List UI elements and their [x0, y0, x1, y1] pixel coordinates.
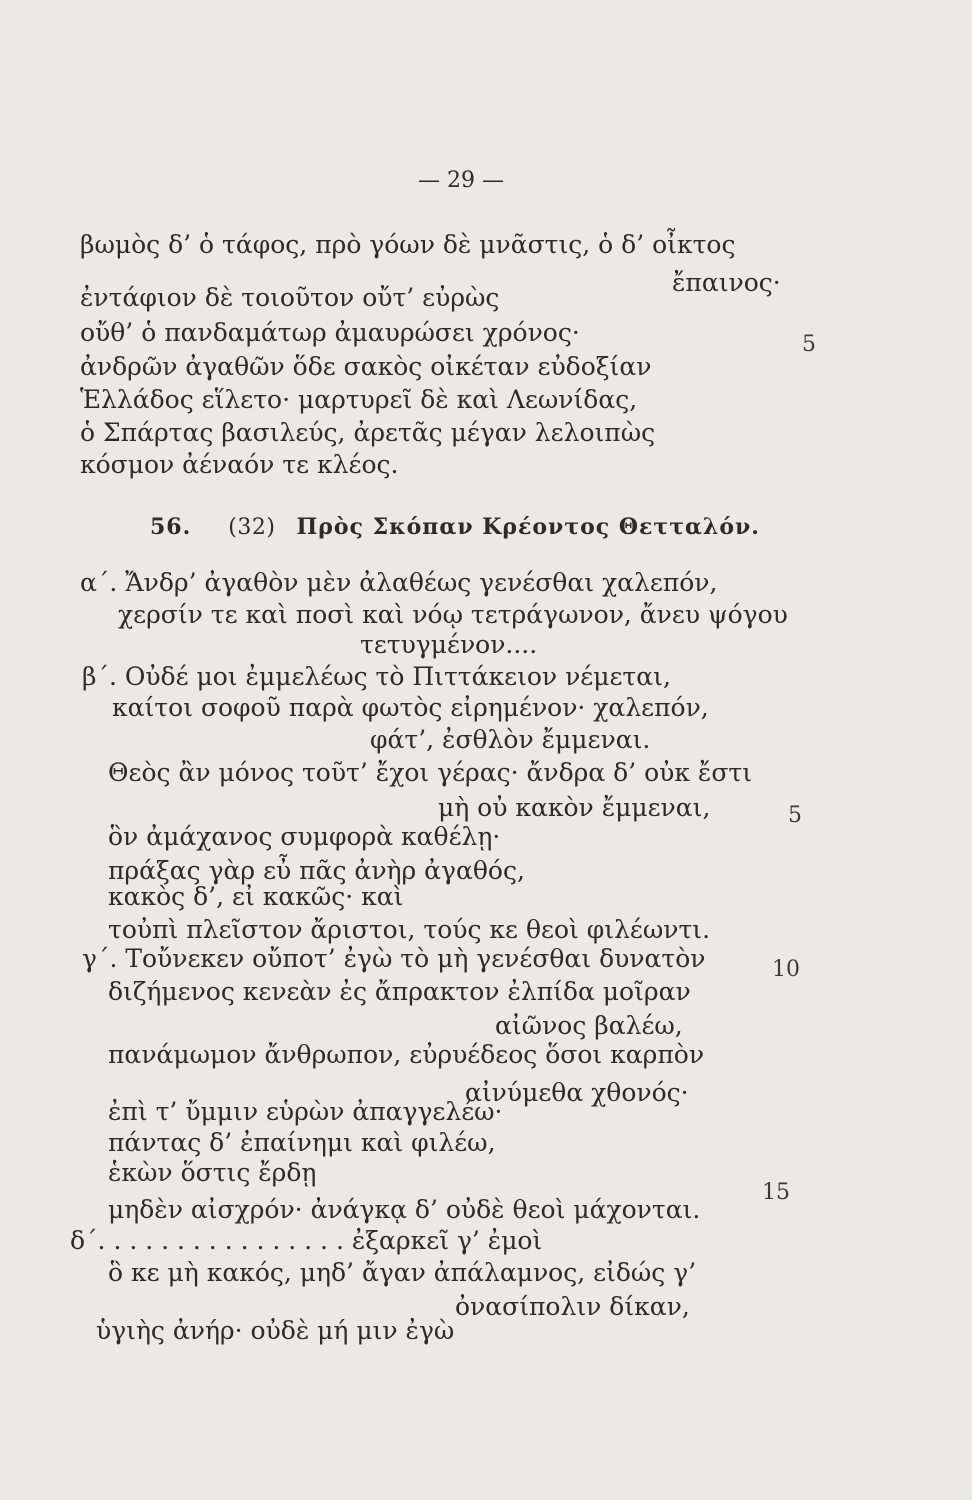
poem-line: Θεὸς ἂν μόνος τοῦτ’ ἔχοι γέρας· ἄνδρα δ’ οὐκ ἔστι — [108, 758, 753, 787]
text-line: ἀνδρῶν ἀγαθῶν ὅδε σακὸς οἰκέταν εὐδοξίαν — [80, 352, 652, 381]
line-number: 15 — [762, 1180, 790, 1205]
line-number: 5 — [788, 803, 802, 828]
poem-line: αἰῶνος βαλέω, — [495, 1011, 683, 1040]
poem-ref: (32) — [228, 515, 276, 540]
text-line: βωμὸς δ’ ὁ τάφος, πρὸ γόων δὲ μνᾶστις, ὁ δ’ οἶκτος — [80, 230, 736, 259]
poem-line: τοὐπὶ πλεῖστον ἄριστοι, τούς κε θεοὶ φιλέωντι. — [108, 915, 711, 944]
poem-line: πανάμωμον ἄνθρωπον, εὐρυέδεος ὅσοι καρπὸν — [108, 1040, 705, 1069]
poem-line: αἰνύμεθα χθονός· — [465, 1078, 689, 1107]
poem-line: ἑκὼν ὅστις ἔρδῃ — [108, 1158, 317, 1187]
poem-line: κακὸς δ’, εἰ κακῶς· καὶ — [108, 882, 404, 911]
line-number: 5 — [802, 332, 816, 357]
poem-line: ὑγιὴς ἀνήρ· οὐδὲ μή μιν ἐγὼ — [96, 1316, 455, 1345]
text-line: Ἑλλάδος εἵλετο· μαρτυρεῖ δὲ καὶ Λεωνίδας, — [80, 385, 638, 414]
poem-number: 56. — [150, 514, 192, 540]
poem-line: ὀνασίπολιν δίκαν, — [455, 1292, 690, 1321]
text-line: ἔπαινος· — [672, 268, 781, 297]
poem-line: χερσίν τε καὶ ποσὶ καὶ νόῳ τετράγωνον, ἄνευ ψόγου — [118, 600, 788, 629]
poem-line: ὃ κε μὴ κακός, μηδ’ ἄγαν ἀπάλαμνος, εἰδώς γ’ — [108, 1258, 697, 1287]
line-number: 10 — [772, 957, 800, 982]
text-line: οὔθ’ ὁ πανδαμάτωρ ἀμαυρώσει χρόνος· — [80, 318, 580, 347]
poem-line: διζήμενος κενεὰν ἐς ἄπρακτον ἐλπίδα μοῖραν — [108, 977, 691, 1006]
poem-line: τετυγμένον.... — [360, 630, 538, 659]
poem-line: καίτοι σοφοῦ παρὰ φωτὸς εἰρημένον· χαλεπόν, — [112, 693, 709, 722]
poem-line: πάντας δ’ ἐπαίνημι καὶ φιλέω, — [108, 1128, 496, 1157]
poem-line: μὴ οὐ κακὸν ἔμμεναι, — [438, 793, 711, 822]
text-line: ἐντάφιον δὲ τοιοῦτον οὔτ’ εὐρὼς — [80, 283, 500, 312]
poem-line: πράξας γὰρ εὖ πᾶς ἀνὴρ ἀγαθός, — [108, 856, 525, 885]
poem-line: α΄. Ἄνδρ’ ἀγαθὸν μὲν ἀλαθέως γενέσθαι χαλεπόν, — [80, 568, 718, 597]
text-line: ὁ Σπάρτας βασιλεύς, ἀρετᾶς μέγαν λελοιπὼς — [80, 418, 656, 447]
text-line: κόσμον ἀέναόν τε κλέος. — [80, 450, 399, 479]
page-number: — 29 — — [418, 168, 504, 193]
poem-line: ἐπὶ τ’ ὔμμιν εὑρὼν ἀπαγγελέω· — [108, 1097, 503, 1126]
poem-line: β΄. Οὐδέ μοι ἐμμελέως τὸ Πιττάκειον νέμεται, — [82, 662, 671, 691]
poem-title: Πρὸς Σκόπαν Κρέοντος Θετταλόν. — [296, 514, 760, 540]
poem-line: δ΄. . . . . . . . . . . . . . . . ἐξαρκεῖ γ’ ἐμοὶ — [70, 1226, 543, 1255]
poem-line: γ΄. Τοὔνεκεν οὔποτ’ ἐγὼ τὸ μὴ γενέσθαι δυνατὸν — [82, 944, 706, 973]
poem-heading — [150, 512, 760, 543]
poem-line: ὃν ἀμάχανος συμφορὰ καθέλῃ· — [108, 822, 501, 851]
poem-line: φάτ’, ἐσθλὸν ἔμμεναι. — [370, 725, 651, 754]
poem-line: μηδὲν αἰσχρόν· ἀνάγκᾳ δ’ οὐδὲ θεοὶ μάχονται. — [108, 1195, 701, 1224]
